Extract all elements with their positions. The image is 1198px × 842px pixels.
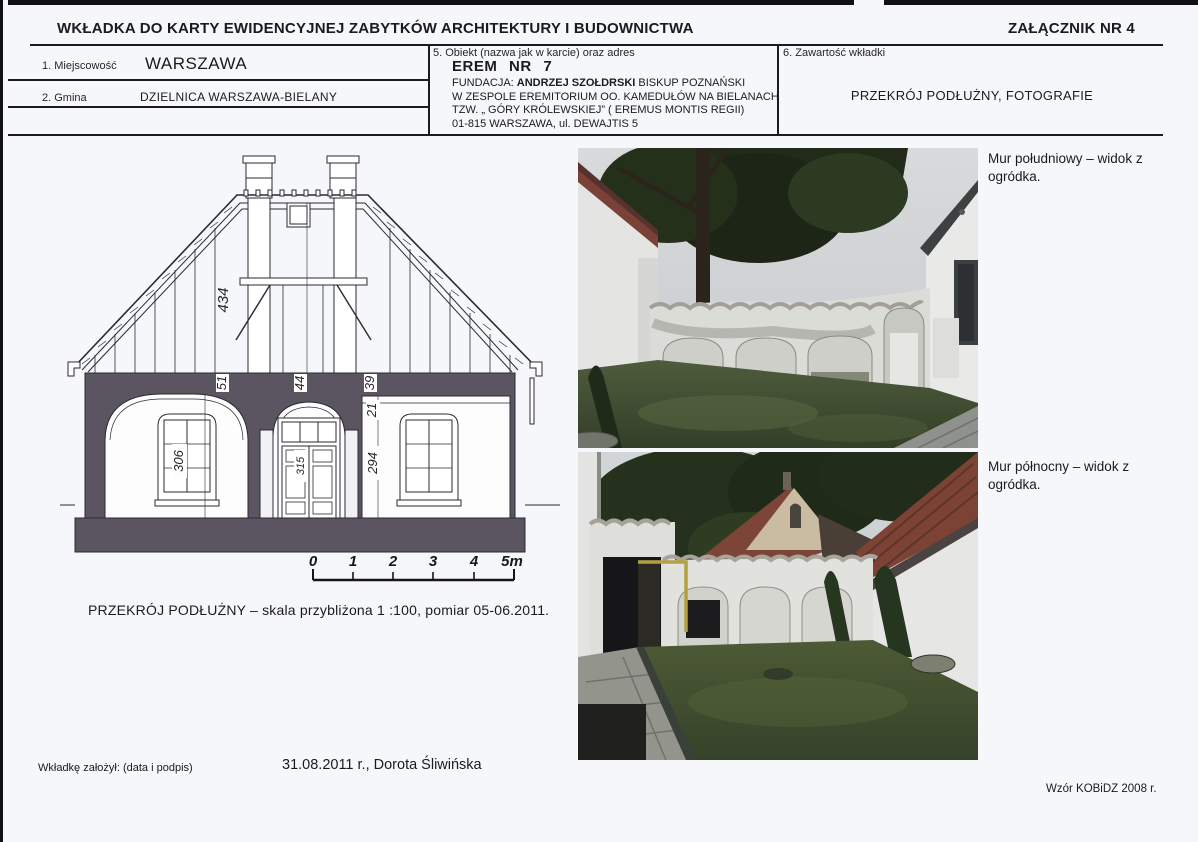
- wall-lamp: [959, 209, 965, 215]
- dim-ceiling-center: 44: [292, 375, 307, 391]
- scan-artifact-top-bar-2: [884, 0, 1198, 5]
- header-rule: [30, 44, 1163, 46]
- field2-value: DZIELNICA WARSZAWA-BIELANY: [140, 90, 338, 104]
- field6-value: PRZEKRÓJ PODŁUŻNY, FOTOGRAFIE: [850, 88, 1094, 103]
- field1-underline: [8, 79, 428, 81]
- scale-1: 1: [348, 553, 358, 570]
- photo1-caption: Mur południowy – widok z ogródka.: [988, 151, 1143, 185]
- object-name: EREM NR 7: [452, 58, 553, 75]
- scale-2: 2: [388, 553, 398, 570]
- field6-label: 6. Zawartość wkładki: [783, 47, 886, 59]
- object-address-block: [452, 77, 779, 131]
- dim-lintel: 21: [364, 402, 379, 418]
- gate-section: [590, 521, 675, 663]
- room-right: [362, 396, 510, 518]
- dim-roof-height: 434: [215, 287, 232, 313]
- dim-ceiling-left: 51: [214, 375, 229, 391]
- object-line1-prefix: FUNDACJA:: [452, 77, 517, 89]
- cross-section-drawing: [60, 148, 560, 588]
- scale-0: 0: [308, 553, 318, 570]
- field2-underline: [8, 106, 428, 108]
- dim-room-left-height: 306: [171, 450, 186, 472]
- template-note: Wzór KOBiDZ 2008 r.: [1046, 783, 1157, 795]
- object-line1: [452, 77, 779, 91]
- object-line2: W ZESPOLE EREMITORIUM OO. KAMEDUŁÓW NA BIELANACH: [452, 90, 779, 103]
- gable-window: [790, 504, 801, 529]
- scan-artifact-left-edge: [0, 0, 3, 842]
- field1-value: WARSZAWA: [145, 54, 248, 73]
- dim-hall-height: 315: [295, 456, 307, 476]
- footer-signature-value: 31.08.2011 r., Dorota Śliwińska: [282, 757, 482, 773]
- attic-studs: [95, 228, 510, 373]
- dim-room-right-height: 294: [365, 452, 380, 474]
- object-line1-bold: ANDRZEJ SZOŁDRSKI: [516, 77, 636, 89]
- page-title: WKŁADKA DO KARTY EWIDENCYJNEJ ZABYTKÓW ARCHITEKTURY I BUDOWNICTWA: [57, 20, 694, 37]
- niche-opening: [686, 600, 720, 638]
- small-door: [933, 318, 959, 378]
- field1-label: 1. Miejscowość: [42, 60, 117, 72]
- photo2-caption: Mur północny – widok z ogródka.: [988, 459, 1130, 493]
- scan-artifact-top-bar: [8, 0, 854, 5]
- footer-signature-label: Wkładkę założył: (data i podpis): [38, 762, 193, 774]
- chimney: [783, 472, 791, 490]
- field5-label: 5. Obiekt (nazwa jak w karcie) oraz adres: [433, 47, 635, 59]
- lawn: [640, 640, 978, 760]
- gate-door-leaf: [638, 560, 660, 657]
- object-line1-suffix: BISKUP POZNAŃSKI: [635, 77, 746, 89]
- dim-ceiling-right: 39: [362, 375, 377, 391]
- object-line3: TZW. „ GÓRY KRÓLEWSKIEJ” ( EREMUS MONTIS REGII): [452, 104, 745, 116]
- field2-label: 2. Gmina: [42, 92, 87, 104]
- scale-bar: [309, 553, 523, 580]
- scale-3: 3: [428, 553, 438, 570]
- front-door: [278, 418, 340, 518]
- dark-planter: [578, 704, 646, 760]
- drawing-caption: PRZEKRÓJ PODŁUŻNY – skala przybliżona 1 :100, pomiar 05-06.2011.: [88, 602, 550, 618]
- attachment-number: ZAŁĄCZNIK NR 4: [1008, 20, 1135, 37]
- photo-south-wall: [578, 148, 978, 448]
- photo-north-wall: [578, 452, 978, 760]
- manhole-dark: [763, 668, 793, 680]
- scale-5m: 5m: [501, 553, 523, 570]
- manhole-light: [911, 655, 955, 673]
- scale-4: 4: [469, 553, 479, 570]
- form-divider-1: [428, 45, 430, 136]
- form-bottom-rule: [8, 134, 1163, 136]
- object-line4: 01-815 WARSZAWA, ul. DEWAJTIS 5: [452, 117, 639, 130]
